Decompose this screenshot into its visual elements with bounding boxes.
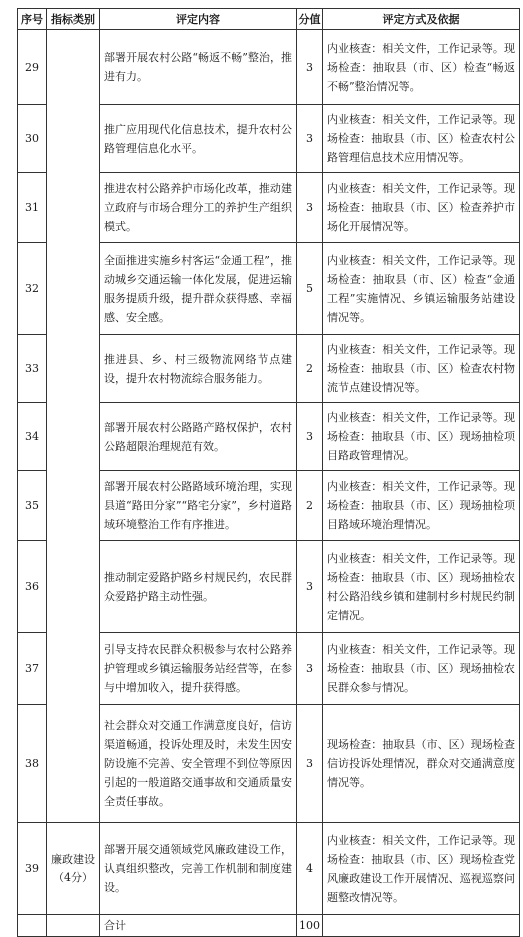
row-method: 内业核查：相关文件，工作记录等。现场检查：抽取县（市、区）现场抽检项目路域环境治理情况。 [323,471,520,541]
row-content: 全面推进实施乡村客运“金通工程”，推动城乡交通运输一体化发展，促进运输服务提质升级，提升群众获得感、幸福感、安全感。 [100,243,297,335]
total-row [18,915,520,937]
table-row [18,30,520,105]
row-method: 内业核查：相关文件，工作记录等。现场检查：抽取县（市、区）现场抽检项目路政管理情况。 [323,403,520,471]
row-method: 内业核查：相关文件，工作记录等。现场检查：抽取县（市、区）现场检查党风廉政建设工作开展情况、巡视巡察问题整改情况等。 [323,823,520,915]
row-method: 现场检查：抽取县（市、区）现场检查信访投诉处理情况，群众对交通满意度情况等。 [323,705,520,823]
row-score: 4 [297,823,323,915]
row-content: 推进县、乡、村三级物流网络节点建设，提升农村物流综合服务能力。 [100,335,297,403]
row-score: 2 [297,335,323,403]
row-score: 3 [297,633,323,705]
row-content: 部署开展农村公路“畅返不畅”整治，推进有力。 [100,30,297,105]
row-score: 3 [297,403,323,471]
row-method: 内业核查：相关文件，工作记录等。现场检查：抽取县（市、区）检查养护市场化开展情况等。 [323,173,520,243]
total-empty [323,915,520,937]
row-number: 35 [18,471,47,541]
row-content: 部署开展农村公路路产路权保护，农村公路超限治理规范有效。 [100,403,297,471]
row-score: 3 [297,105,323,173]
row-number: 32 [18,243,47,335]
row-method: 内业核查：相关文件，工作记录等。现场检查：抽取县（市、区）检查农村公路管理信息技术应用情况等。 [323,105,520,173]
evaluation-table [17,8,520,937]
total-label: 合计 [100,915,297,937]
row-number: 29 [18,30,47,105]
header-row [18,9,520,30]
row-content: 推广应用现代化信息技术，提升农村公路管理信息化水平。 [100,105,297,173]
row-content: 社会群众对交通工作满意度良好，信访渠道畅通，投诉处理及时，未发生因安防设施不完善、安全管理不到位等原因引起的一般道路交通事故和交通质量安全责任事故。 [100,705,297,823]
total-empty [18,915,47,937]
row-number: 31 [18,173,47,243]
category-cell-empty [47,30,100,823]
row-content: 推动制定爱路护路乡村规民约，农民群众爱路护路主动性强。 [100,541,297,633]
row-method: 内业核查：相关文件，工作记录等。现场检查：抽取县（市、区）检查“金通工程”实施情况、乡镇运输服务站建设情况等。 [323,243,520,335]
table-row [18,823,520,915]
row-score: 3 [297,541,323,633]
row-number: 33 [18,335,47,403]
row-method: 内业核查：相关文件，工作记录等。现场检查：抽取县（市、区）检查农村物流节点建设情况等。 [323,335,520,403]
header-score: 分值 [297,9,323,30]
row-number: 37 [18,633,47,705]
header-method: 评定方式及依据 [323,9,520,30]
row-number: 38 [18,705,47,823]
row-score: 3 [297,705,323,823]
category-cell: 廉政建设（4分） [47,823,100,915]
total-empty [47,915,100,937]
total-score: 100 [297,915,323,937]
row-method: 内业核查：相关文件，工作记录等。现场检查：抽取县（市、区）现场抽检农村公路沿线乡镇和建制村乡村规民约制定情况。 [323,541,520,633]
row-content: 部署开展农村公路路域环境治理，实现县道“路田分家”“路宅分家”，乡村道路域环境整治工作有序推进。 [100,471,297,541]
row-method: 内业核查：相关文件，工作记录等。现场检查：抽取县（市、区）现场抽检农民群众参与情况。 [323,633,520,705]
header-content: 评定内容 [100,9,297,30]
row-number: 36 [18,541,47,633]
row-content: 引导支持农民群众积极参与农村公路养护管理或乡镇运输服务站经营等，在参与中增加收入，提升获得感。 [100,633,297,705]
row-content: 推进农村公路养护市场化改革，推动建立政府与市场合理分工的养护生产组织模式。 [100,173,297,243]
row-method: 内业核查：相关文件，工作记录等。现场检查：抽取县（市、区）检查“畅返不畅”整治情况等。 [323,30,520,105]
row-score: 2 [297,471,323,541]
row-number: 30 [18,105,47,173]
row-number: 39 [18,823,47,915]
header-category: 指标类别 [47,9,100,30]
header-no: 序号 [18,9,47,30]
row-content: 部署开展交通领域党风廉政建设工作，认真组织整改，完善工作机制和制度建设。 [100,823,297,915]
row-score: 5 [297,243,323,335]
row-score: 3 [297,173,323,243]
row-number: 34 [18,403,47,471]
row-score: 3 [297,30,323,105]
